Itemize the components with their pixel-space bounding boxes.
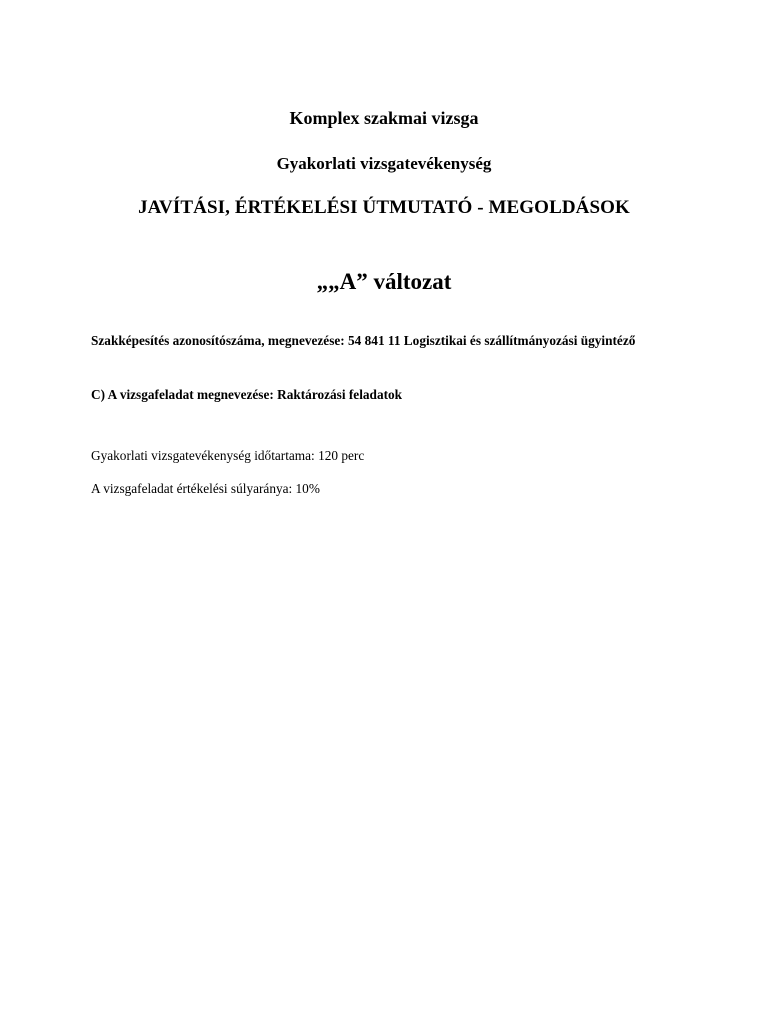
weight-text: A vizsgafeladat értékelési súlyaránya: 10% bbox=[91, 481, 320, 496]
qualification-text: Szakképesítés azonosítószáma, megnevezése: 54 841 11 Logisztikai és szállítmányozási ügyintéző bbox=[91, 333, 636, 348]
duration-text: Gyakorlati vizsgatevékenység időtartama: 120 perc bbox=[91, 448, 365, 463]
variant-label: „„A” változat bbox=[316, 269, 452, 294]
document-title: Komplex szakmai vizsga bbox=[289, 108, 479, 128]
document-heading: JAVÍTÁSI, ÉRTÉKELÉSI ÚTMUTATÓ - MEGOLDÁSOK bbox=[138, 197, 630, 218]
task-name-text: C) A vizsgafeladat megnevezése: Raktározási feladatok bbox=[91, 387, 403, 402]
document-subtitle: Gyakorlati vizsgatevékenység bbox=[276, 154, 492, 173]
